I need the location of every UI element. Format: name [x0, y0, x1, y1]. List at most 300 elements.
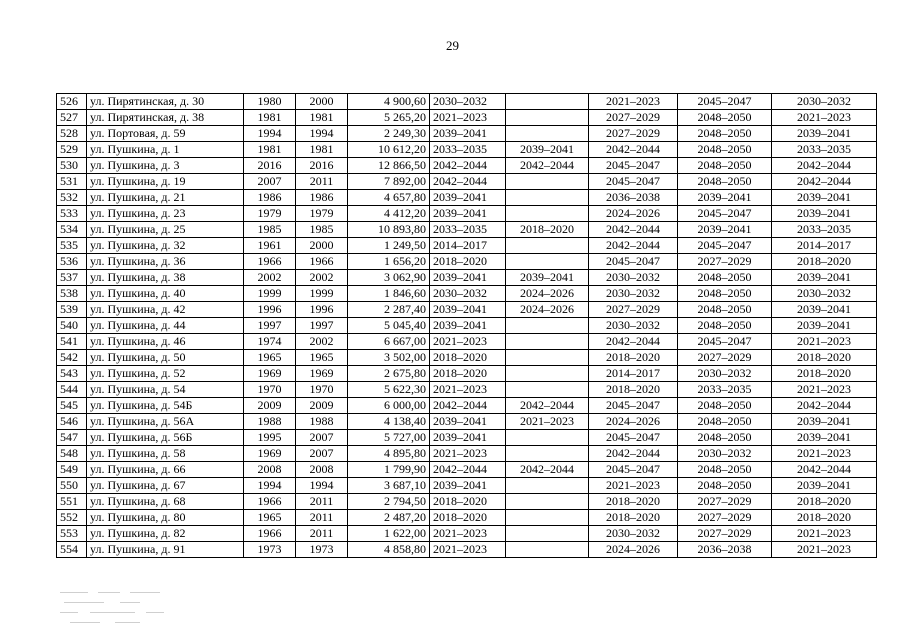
row-number-cell: 535 [57, 238, 87, 254]
period-4-cell: 2048–2050 [678, 302, 772, 318]
period-1-cell: 2021–2023 [430, 446, 506, 462]
row-number-cell: 554 [57, 542, 87, 558]
address-cell: ул. Пушкина, д. 23 [87, 206, 244, 222]
address-cell: ул. Пушкина, д. 44 [87, 318, 244, 334]
area-cell: 5 045,40 [348, 318, 430, 334]
build-year-cell: 2007 [244, 174, 296, 190]
period-3-cell: 2042–2044 [589, 238, 678, 254]
reconstruction-year-cell: 2011 [296, 510, 348, 526]
reconstruction-year-cell: 2011 [296, 526, 348, 542]
address-cell: ул. Пушкина, д. 42 [87, 302, 244, 318]
area-cell: 3 502,00 [348, 350, 430, 366]
period-5-cell: 2021–2023 [772, 382, 877, 398]
reconstruction-year-cell: 2008 [296, 462, 348, 478]
period-1-cell: 2042–2044 [430, 398, 506, 414]
period-2-cell [506, 126, 589, 142]
build-year-cell: 1988 [244, 414, 296, 430]
table-row [57, 510, 877, 526]
period-4-cell: 2048–2050 [678, 174, 772, 190]
period-2-cell [506, 318, 589, 334]
area-cell: 1 846,60 [348, 286, 430, 302]
period-1-cell: 2042–2044 [430, 174, 506, 190]
area-cell: 6 000,00 [348, 398, 430, 414]
period-3-cell: 2014–2017 [589, 366, 678, 382]
period-1-cell: 2039–2041 [430, 318, 506, 334]
period-4-cell: 2048–2050 [678, 462, 772, 478]
address-cell: ул. Пушкина, д. 68 [87, 494, 244, 510]
period-3-cell: 2018–2020 [589, 350, 678, 366]
period-5-cell: 2018–2020 [772, 254, 877, 270]
build-year-cell: 1981 [244, 110, 296, 126]
build-year-cell: 1966 [244, 494, 296, 510]
area-cell: 5 265,20 [348, 110, 430, 126]
address-cell: ул. Пушкина, д. 50 [87, 350, 244, 366]
period-5-cell: 2039–2041 [772, 270, 877, 286]
period-4-cell: 2045–2047 [678, 238, 772, 254]
period-2-cell [506, 254, 589, 270]
row-number-cell: 553 [57, 526, 87, 542]
build-year-cell: 1966 [244, 254, 296, 270]
reconstruction-year-cell: 2011 [296, 174, 348, 190]
row-number-cell: 550 [57, 478, 87, 494]
build-year-cell: 1965 [244, 510, 296, 526]
period-4-cell: 2048–2050 [678, 158, 772, 174]
row-number-cell: 537 [57, 270, 87, 286]
period-1-cell: 2021–2023 [430, 382, 506, 398]
build-year-cell: 1994 [244, 126, 296, 142]
period-4-cell: 2030–2032 [678, 366, 772, 382]
build-year-cell: 1969 [244, 446, 296, 462]
period-2-cell [506, 350, 589, 366]
area-cell: 5 622,30 [348, 382, 430, 398]
period-2-cell: 2024–2026 [506, 302, 589, 318]
period-1-cell: 2018–2020 [430, 510, 506, 526]
period-3-cell: 2018–2020 [589, 510, 678, 526]
build-year-cell: 2009 [244, 398, 296, 414]
row-number-cell: 546 [57, 414, 87, 430]
period-2-cell: 2021–2023 [506, 414, 589, 430]
period-1-cell: 2039–2041 [430, 206, 506, 222]
period-2-cell [506, 190, 589, 206]
build-year-cell: 2016 [244, 158, 296, 174]
reconstruction-year-cell: 1965 [296, 350, 348, 366]
table-row [57, 398, 877, 414]
table-row [57, 302, 877, 318]
build-year-cell: 2008 [244, 462, 296, 478]
period-3-cell: 2045–2047 [589, 158, 678, 174]
address-cell: ул. Пушкина, д. 67 [87, 478, 244, 494]
period-4-cell: 2048–2050 [678, 126, 772, 142]
address-cell: ул. Пушкина, д. 66 [87, 462, 244, 478]
table-row [57, 318, 877, 334]
build-year-cell: 1981 [244, 142, 296, 158]
table-row [57, 366, 877, 382]
row-number-cell: 532 [57, 190, 87, 206]
row-number-cell: 541 [57, 334, 87, 350]
period-2-cell [506, 334, 589, 350]
address-cell: ул. Пушкина, д. 56Б [87, 430, 244, 446]
row-number-cell: 531 [57, 174, 87, 190]
period-1-cell: 2039–2041 [430, 478, 506, 494]
period-5-cell: 2039–2041 [772, 318, 877, 334]
area-cell: 3 687,10 [348, 478, 430, 494]
period-1-cell: 2021–2023 [430, 526, 506, 542]
period-5-cell: 2033–2035 [772, 142, 877, 158]
build-year-cell: 2002 [244, 270, 296, 286]
period-2-cell: 2018–2020 [506, 222, 589, 238]
area-cell: 4 412,20 [348, 206, 430, 222]
table-row [57, 382, 877, 398]
area-cell: 6 667,00 [348, 334, 430, 350]
period-5-cell: 2042–2044 [772, 158, 877, 174]
reconstruction-year-cell: 1981 [296, 142, 348, 158]
table-row [57, 494, 877, 510]
period-1-cell: 2018–2020 [430, 494, 506, 510]
period-3-cell: 2030–2032 [589, 318, 678, 334]
period-4-cell: 2027–2029 [678, 526, 772, 542]
period-4-cell: 2036–2038 [678, 542, 772, 558]
build-year-cell: 1973 [244, 542, 296, 558]
reconstruction-year-cell: 2007 [296, 446, 348, 462]
row-number-cell: 526 [57, 94, 87, 110]
area-cell: 4 895,80 [348, 446, 430, 462]
period-3-cell: 2030–2032 [589, 286, 678, 302]
period-2-cell: 2024–2026 [506, 286, 589, 302]
table-row [57, 446, 877, 462]
area-cell: 12 866,50 [348, 158, 430, 174]
period-3-cell: 2024–2026 [589, 206, 678, 222]
period-5-cell: 2039–2041 [772, 206, 877, 222]
build-year-cell: 1999 [244, 286, 296, 302]
period-1-cell: 2018–2020 [430, 350, 506, 366]
period-3-cell: 2045–2047 [589, 398, 678, 414]
table-row [57, 334, 877, 350]
reconstruction-year-cell: 1973 [296, 542, 348, 558]
period-5-cell: 2021–2023 [772, 542, 877, 558]
period-1-cell: 2033–2035 [430, 222, 506, 238]
table-row [57, 286, 877, 302]
period-2-cell: 2042–2044 [506, 158, 589, 174]
address-cell: ул. Пирятинская, д. 30 [87, 94, 244, 110]
address-cell: ул. Пушкина, д. 21 [87, 190, 244, 206]
period-3-cell: 2018–2020 [589, 494, 678, 510]
table-row [57, 414, 877, 430]
period-2-cell: 2039–2041 [506, 270, 589, 286]
period-5-cell: 2039–2041 [772, 430, 877, 446]
address-cell: ул. Пушкина, д. 38 [87, 270, 244, 286]
period-2-cell [506, 174, 589, 190]
reconstruction-year-cell: 2000 [296, 94, 348, 110]
row-number-cell: 530 [57, 158, 87, 174]
table-row [57, 462, 877, 478]
address-cell: ул. Пушкина, д. 54 [87, 382, 244, 398]
table-row [57, 542, 877, 558]
reconstruction-year-cell: 1997 [296, 318, 348, 334]
address-cell: ул. Пушкина, д. 52 [87, 366, 244, 382]
period-2-cell [506, 510, 589, 526]
reconstruction-year-cell: 1979 [296, 206, 348, 222]
period-5-cell: 2039–2041 [772, 190, 877, 206]
period-2-cell: 2042–2044 [506, 462, 589, 478]
address-cell: ул. Пушкина, д. 58 [87, 446, 244, 462]
address-cell: ул. Пушкина, д. 36 [87, 254, 244, 270]
build-year-cell: 1979 [244, 206, 296, 222]
period-1-cell: 2039–2041 [430, 270, 506, 286]
address-cell: ул. Пушкина, д. 54Б [87, 398, 244, 414]
build-year-cell: 1986 [244, 190, 296, 206]
area-cell: 4 858,80 [348, 542, 430, 558]
reconstruction-year-cell: 1985 [296, 222, 348, 238]
period-4-cell: 2033–2035 [678, 382, 772, 398]
period-5-cell: 2039–2041 [772, 126, 877, 142]
area-cell: 2 287,40 [348, 302, 430, 318]
period-2-cell: 2042–2044 [506, 398, 589, 414]
row-number-cell: 552 [57, 510, 87, 526]
row-number-cell: 533 [57, 206, 87, 222]
reconstruction-year-cell: 1994 [296, 126, 348, 142]
area-cell: 10 612,20 [348, 142, 430, 158]
period-1-cell: 2018–2020 [430, 254, 506, 270]
row-number-cell: 529 [57, 142, 87, 158]
page-number: 29 [446, 38, 459, 53]
area-cell: 7 892,00 [348, 174, 430, 190]
row-number-cell: 547 [57, 430, 87, 446]
table-row [57, 238, 877, 254]
period-4-cell: 2045–2047 [678, 334, 772, 350]
period-4-cell: 2048–2050 [678, 110, 772, 126]
reconstruction-year-cell: 1969 [296, 366, 348, 382]
period-3-cell: 2021–2023 [589, 478, 678, 494]
period-2-cell [506, 542, 589, 558]
period-2-cell [506, 494, 589, 510]
reconstruction-year-cell: 1996 [296, 302, 348, 318]
period-2-cell [506, 238, 589, 254]
period-5-cell: 2042–2044 [772, 398, 877, 414]
period-3-cell: 2042–2044 [589, 142, 678, 158]
build-year-cell: 1970 [244, 382, 296, 398]
period-5-cell: 2021–2023 [772, 334, 877, 350]
row-number-cell: 528 [57, 126, 87, 142]
area-cell: 10 893,80 [348, 222, 430, 238]
period-3-cell: 2045–2047 [589, 462, 678, 478]
reconstruction-year-cell: 1999 [296, 286, 348, 302]
period-5-cell: 2021–2023 [772, 446, 877, 462]
address-cell: ул. Пушкина, д. 3 [87, 158, 244, 174]
area-cell: 5 727,00 [348, 430, 430, 446]
period-2-cell [506, 110, 589, 126]
period-3-cell: 2042–2044 [589, 222, 678, 238]
address-cell: ул. Пушкина, д. 1 [87, 142, 244, 158]
period-4-cell: 2048–2050 [678, 286, 772, 302]
area-cell: 2 249,30 [348, 126, 430, 142]
period-5-cell: 2018–2020 [772, 350, 877, 366]
address-cell: ул. Пирятинская, д. 38 [87, 110, 244, 126]
period-3-cell: 2021–2023 [589, 94, 678, 110]
period-4-cell: 2045–2047 [678, 94, 772, 110]
address-cell: ул. Пушкина, д. 32 [87, 238, 244, 254]
build-year-cell: 1995 [244, 430, 296, 446]
period-4-cell: 2030–2032 [678, 446, 772, 462]
period-5-cell: 2021–2023 [772, 526, 877, 542]
period-1-cell: 2021–2023 [430, 110, 506, 126]
build-year-cell: 1961 [244, 238, 296, 254]
period-3-cell: 2024–2026 [589, 414, 678, 430]
reconstruction-year-cell: 2002 [296, 270, 348, 286]
period-2-cell [506, 526, 589, 542]
period-1-cell: 2021–2023 [430, 334, 506, 350]
table-row [57, 94, 877, 110]
period-4-cell: 2027–2029 [678, 494, 772, 510]
period-5-cell: 2042–2044 [772, 174, 877, 190]
area-cell: 1 799,90 [348, 462, 430, 478]
faint-stamp-mark [60, 588, 175, 628]
period-4-cell: 2027–2029 [678, 350, 772, 366]
period-2-cell [506, 94, 589, 110]
reconstruction-year-cell: 2016 [296, 158, 348, 174]
period-4-cell: 2048–2050 [678, 414, 772, 430]
table-row [57, 206, 877, 222]
row-number-cell: 544 [57, 382, 87, 398]
reconstruction-year-cell: 1966 [296, 254, 348, 270]
address-cell: ул. Пушкина, д. 82 [87, 526, 244, 542]
period-1-cell: 2014–2017 [430, 238, 506, 254]
period-5-cell: 2018–2020 [772, 510, 877, 526]
period-1-cell: 2030–2032 [430, 94, 506, 110]
reconstruction-year-cell: 2002 [296, 334, 348, 350]
table-row [57, 478, 877, 494]
build-year-cell: 1997 [244, 318, 296, 334]
period-5-cell: 2014–2017 [772, 238, 877, 254]
row-number-cell: 527 [57, 110, 87, 126]
table-row [57, 222, 877, 238]
address-cell: ул. Пушкина, д. 46 [87, 334, 244, 350]
build-year-cell: 1965 [244, 350, 296, 366]
row-number-cell: 536 [57, 254, 87, 270]
period-5-cell: 2030–2032 [772, 286, 877, 302]
period-5-cell: 2042–2044 [772, 462, 877, 478]
period-3-cell: 2030–2032 [589, 270, 678, 286]
area-cell: 3 062,90 [348, 270, 430, 286]
table-row [57, 110, 877, 126]
period-2-cell [506, 206, 589, 222]
period-3-cell: 2045–2047 [589, 430, 678, 446]
build-year-cell: 1980 [244, 94, 296, 110]
period-2-cell: 2039–2041 [506, 142, 589, 158]
period-1-cell: 2039–2041 [430, 302, 506, 318]
period-4-cell: 2039–2041 [678, 190, 772, 206]
period-3-cell: 2030–2032 [589, 526, 678, 542]
period-3-cell: 2024–2026 [589, 542, 678, 558]
period-3-cell: 2018–2020 [589, 382, 678, 398]
address-cell: ул. Пушкина, д. 19 [87, 174, 244, 190]
period-4-cell: 2039–2041 [678, 222, 772, 238]
reconstruction-year-cell: 2007 [296, 430, 348, 446]
address-cell: ул. Пушкина, д. 56А [87, 414, 244, 430]
build-year-cell: 1985 [244, 222, 296, 238]
period-2-cell [506, 366, 589, 382]
row-number-cell: 545 [57, 398, 87, 414]
reconstruction-year-cell: 1970 [296, 382, 348, 398]
period-4-cell: 2048–2050 [678, 478, 772, 494]
period-1-cell: 2021–2023 [430, 542, 506, 558]
row-number-cell: 548 [57, 446, 87, 462]
area-cell: 1 656,20 [348, 254, 430, 270]
period-1-cell: 2039–2041 [430, 126, 506, 142]
row-number-cell: 540 [57, 318, 87, 334]
row-number-cell: 539 [57, 302, 87, 318]
period-4-cell: 2048–2050 [678, 398, 772, 414]
address-cell: ул. Пушкина, д. 80 [87, 510, 244, 526]
period-3-cell: 2045–2047 [589, 174, 678, 190]
build-year-cell: 1966 [244, 526, 296, 542]
period-4-cell: 2045–2047 [678, 206, 772, 222]
period-2-cell [506, 382, 589, 398]
area-cell: 4 657,80 [348, 190, 430, 206]
reconstruction-year-cell: 1994 [296, 478, 348, 494]
period-5-cell: 2021–2023 [772, 110, 877, 126]
period-4-cell: 2027–2029 [678, 254, 772, 270]
build-year-cell: 1969 [244, 366, 296, 382]
row-number-cell: 543 [57, 366, 87, 382]
table-row [57, 190, 877, 206]
row-number-cell: 534 [57, 222, 87, 238]
period-3-cell: 2027–2029 [589, 302, 678, 318]
table-row [57, 126, 877, 142]
area-cell: 2 794,50 [348, 494, 430, 510]
build-year-cell: 1996 [244, 302, 296, 318]
period-3-cell: 2042–2044 [589, 446, 678, 462]
reconstruction-year-cell: 2011 [296, 494, 348, 510]
period-4-cell: 2048–2050 [678, 270, 772, 286]
period-5-cell: 2030–2032 [772, 94, 877, 110]
period-1-cell: 2042–2044 [430, 462, 506, 478]
table-row [57, 142, 877, 158]
reconstruction-year-cell: 1981 [296, 110, 348, 126]
period-5-cell: 2018–2020 [772, 366, 877, 382]
period-5-cell: 2033–2035 [772, 222, 877, 238]
reconstruction-year-cell: 2000 [296, 238, 348, 254]
area-cell: 4 138,40 [348, 414, 430, 430]
period-3-cell: 2045–2047 [589, 254, 678, 270]
area-cell: 1 249,50 [348, 238, 430, 254]
table-row [57, 158, 877, 174]
table-row [57, 270, 877, 286]
reconstruction-year-cell: 1986 [296, 190, 348, 206]
reconstruction-year-cell: 2009 [296, 398, 348, 414]
building-registry-table [56, 93, 877, 558]
period-1-cell: 2042–2044 [430, 158, 506, 174]
period-1-cell: 2039–2041 [430, 414, 506, 430]
address-cell: ул. Портовая, д. 59 [87, 126, 244, 142]
table-row [57, 350, 877, 366]
row-number-cell: 551 [57, 494, 87, 510]
period-2-cell [506, 446, 589, 462]
reconstruction-year-cell: 1988 [296, 414, 348, 430]
table-row [57, 254, 877, 270]
period-5-cell: 2039–2041 [772, 414, 877, 430]
period-4-cell: 2027–2029 [678, 510, 772, 526]
period-4-cell: 2048–2050 [678, 430, 772, 446]
period-1-cell: 2033–2035 [430, 142, 506, 158]
period-1-cell: 2018–2020 [430, 366, 506, 382]
address-cell: ул. Пушкина, д. 40 [87, 286, 244, 302]
build-year-cell: 1994 [244, 478, 296, 494]
row-number-cell: 538 [57, 286, 87, 302]
area-cell: 2 675,80 [348, 366, 430, 382]
address-cell: ул. Пушкина, д. 25 [87, 222, 244, 238]
period-1-cell: 2039–2041 [430, 430, 506, 446]
period-3-cell: 2036–2038 [589, 190, 678, 206]
